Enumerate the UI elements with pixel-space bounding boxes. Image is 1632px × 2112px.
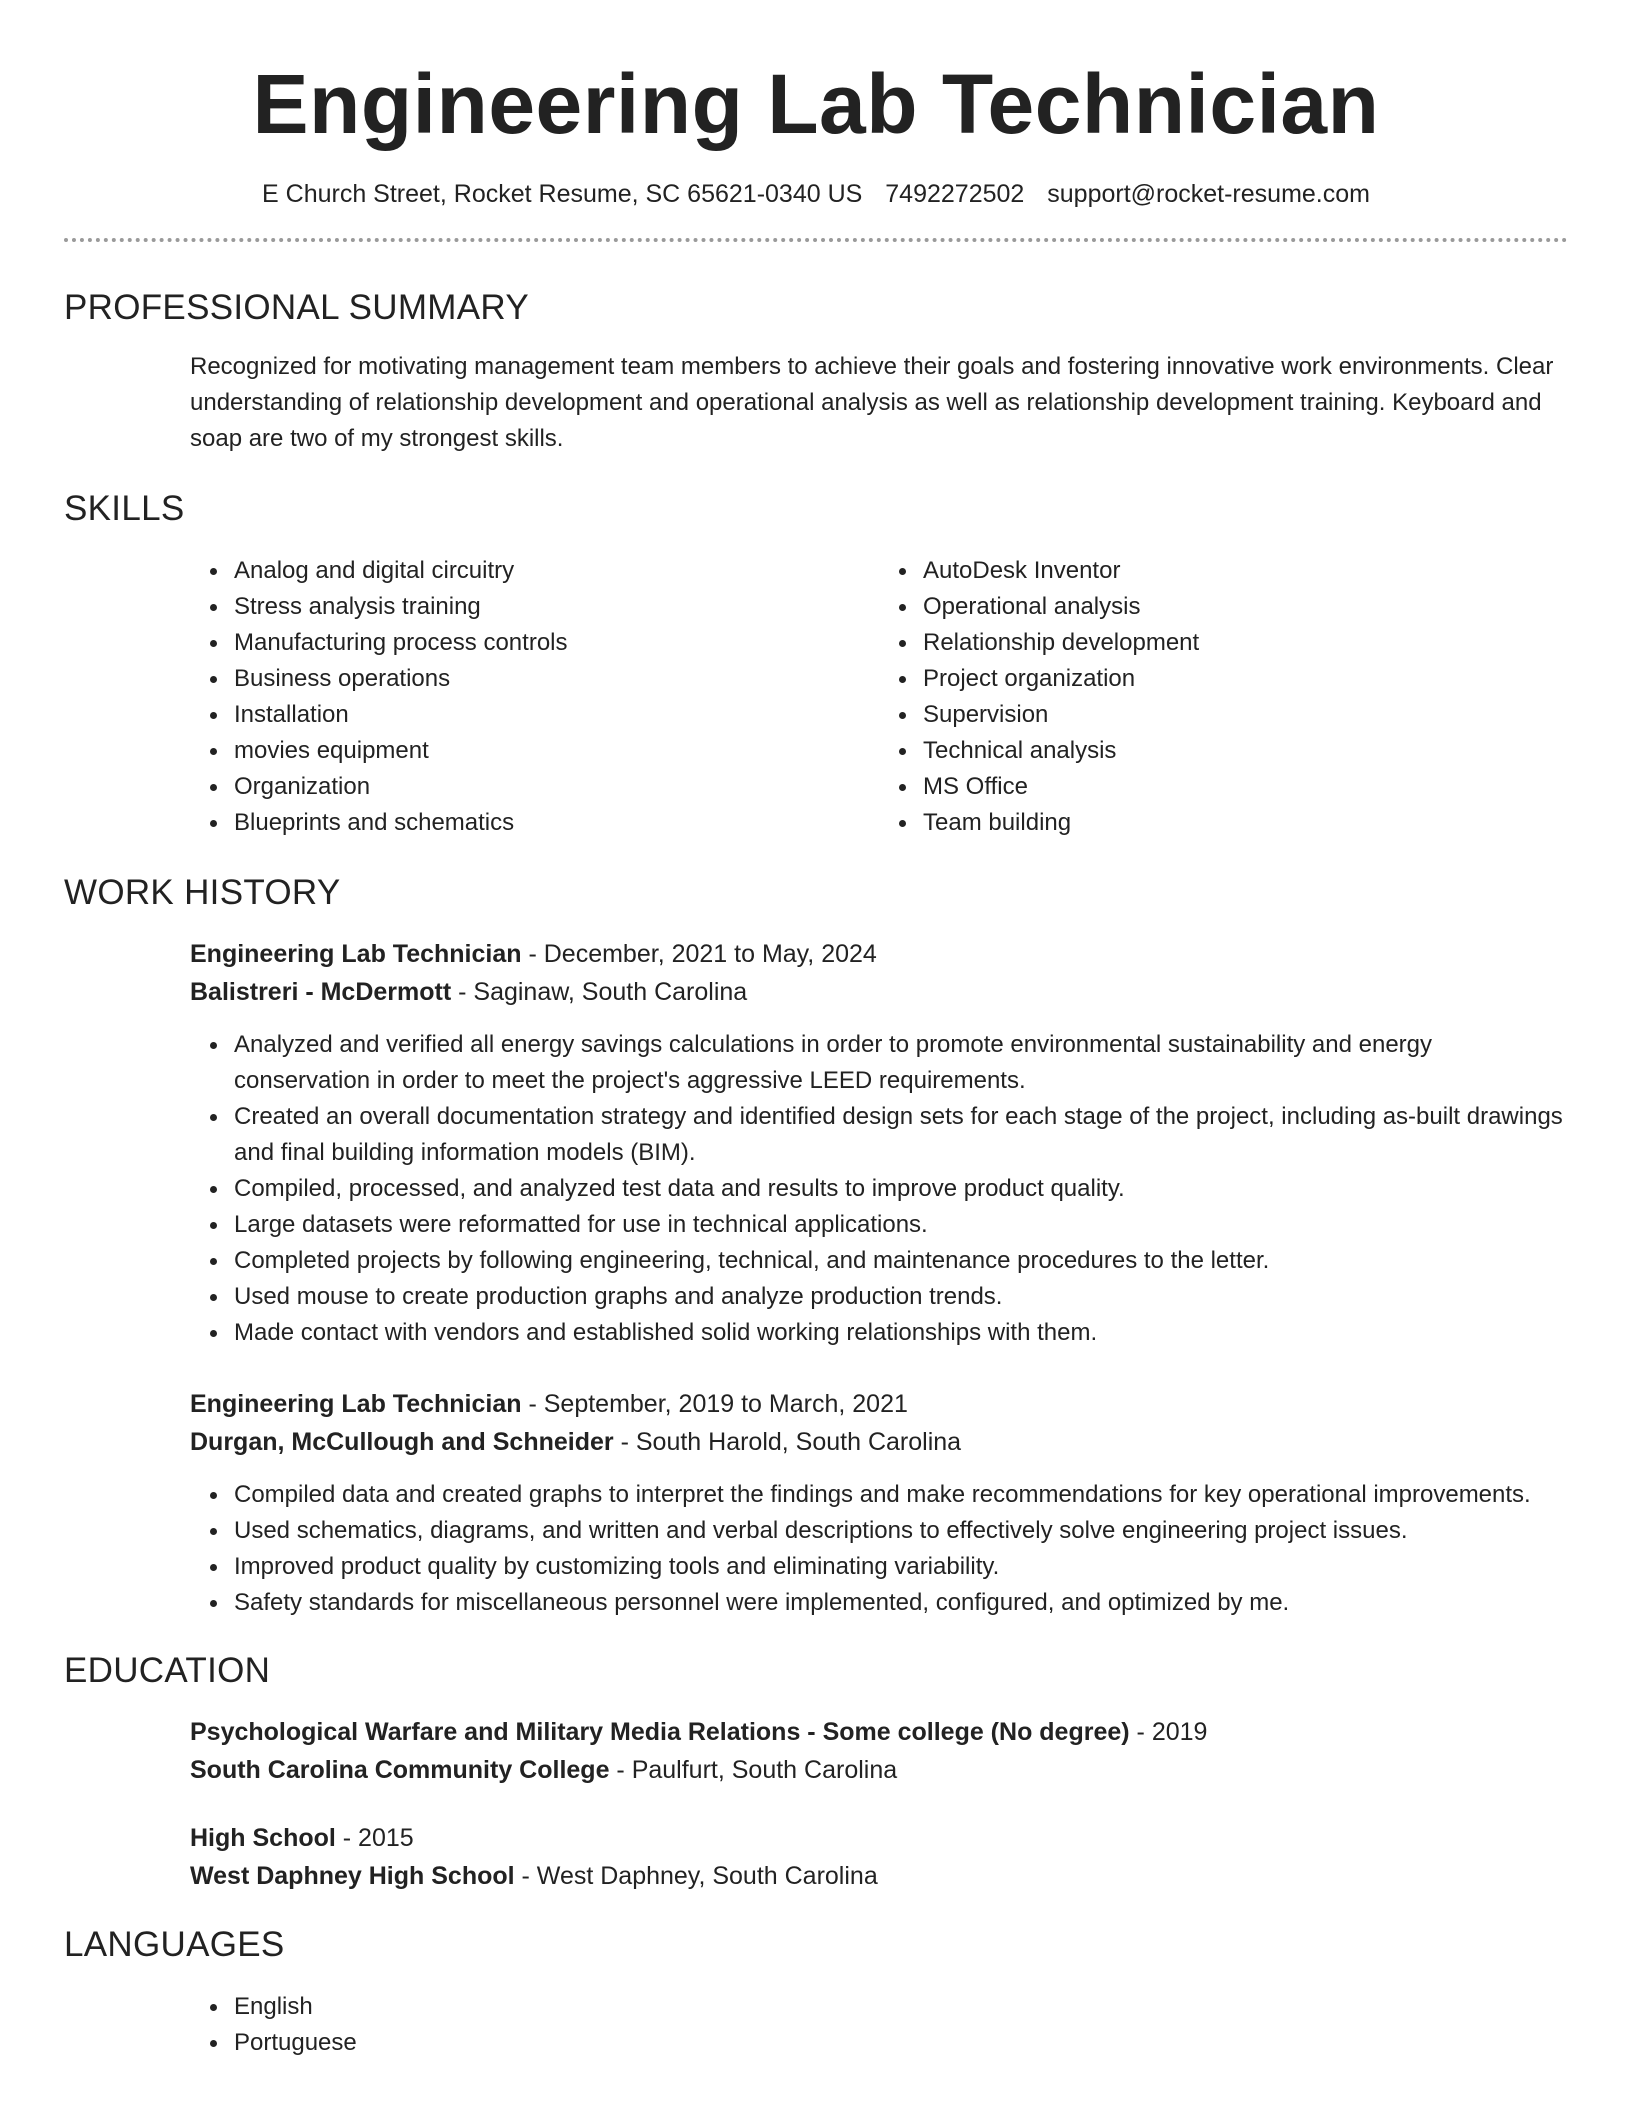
skills-section bbox=[190, 553, 1568, 841]
languages-heading: LANGUAGES bbox=[64, 1925, 285, 1964]
job-bullet: Compiled data and created graphs to interpret the findings and make recommendations for key operational improvements. bbox=[234, 1477, 1568, 1513]
job-role-line: Engineering Lab Technician - September, 2019 to March, 2021 bbox=[190, 1390, 908, 1418]
skill-item: Technical analysis bbox=[923, 733, 1568, 769]
job-bullet: Safety standards for miscellaneous personnel were implemented, configured, and optimized by me. bbox=[234, 1585, 1568, 1621]
job-entry bbox=[190, 935, 1568, 1351]
job-company-line: Balistreri - McDermott - Saginaw, South Carolina bbox=[190, 978, 748, 1006]
skill-item: Relationship development bbox=[923, 625, 1568, 661]
skills-grid bbox=[190, 553, 1568, 841]
contact-email: support@rocket-resume.com bbox=[1047, 180, 1370, 208]
education-location: West Daphney, South Carolina bbox=[536, 1862, 878, 1890]
job-bullet: Used schematics, diagrams, and written and verbal descriptions to effectively solve engineering project issues. bbox=[234, 1513, 1568, 1549]
education-school: South Carolina Community College bbox=[190, 1756, 610, 1784]
education-year: 2019 bbox=[1151, 1718, 1208, 1746]
job-location: Saginaw, South Carolina bbox=[473, 978, 748, 1006]
job-bullet: Used mouse to create production graphs and analyze production trends. bbox=[234, 1279, 1568, 1315]
language-item: English bbox=[234, 1989, 1568, 2025]
education-year: 2015 bbox=[358, 1824, 414, 1852]
job-bullet: Completed projects by following engineering, technical, and maintenance procedures to the letter. bbox=[234, 1243, 1568, 1279]
job-company: Durgan, McCullough and Schneider bbox=[190, 1428, 614, 1456]
skills-right-column bbox=[879, 553, 1568, 841]
skill-item: AutoDesk Inventor bbox=[923, 553, 1568, 589]
contact-line bbox=[64, 178, 1568, 210]
header-divider bbox=[64, 238, 1568, 242]
job-title: Engineering Lab Technician bbox=[190, 940, 522, 968]
education-entry bbox=[190, 1819, 1568, 1895]
skill-item: Organization bbox=[234, 769, 879, 805]
skill-item: Blueprints and schematics bbox=[234, 805, 879, 841]
education-section bbox=[190, 1713, 1568, 1895]
skill-item: MS Office bbox=[923, 769, 1568, 805]
contact-address: E Church Street, Rocket Resume, SC 65621-0340 US bbox=[262, 180, 863, 208]
skill-item: Team building bbox=[923, 805, 1568, 841]
summary-section bbox=[190, 349, 1568, 457]
skill-item: Stress analysis training bbox=[234, 589, 879, 625]
skill-item: Supervision bbox=[923, 697, 1568, 733]
work-history-heading: WORK HISTORY bbox=[64, 873, 341, 912]
job-bullet: Analyzed and verified all energy savings calculations in order to promote environmental sustainability and energy conservation in order to meet the project's aggressive LEED requirements. bbox=[234, 1027, 1568, 1099]
skill-item: Project organization bbox=[923, 661, 1568, 697]
skills-left-column bbox=[190, 553, 879, 841]
summary-text: Recognized for motivating management team members to achieve their goals and fostering innovative work environments. Clear understanding of relationship development and operational analysis as well as relationship development training. Keyboard and soap are two of my strongest skills. bbox=[190, 353, 1554, 452]
education-degree-line: Psychological Warfare and Military Media Relations - Some college (No degree) - 2019 bbox=[190, 1718, 1208, 1746]
summary-heading: PROFESSIONAL SUMMARY bbox=[64, 288, 529, 327]
education-school: West Daphney High School bbox=[190, 1862, 515, 1890]
job-bullet: Improved product quality by customizing tools and eliminating variability. bbox=[234, 1549, 1568, 1585]
languages-list bbox=[190, 1989, 1568, 2061]
job-bullet: Compiled, processed, and analyzed test data and results to improve product quality. bbox=[234, 1171, 1568, 1207]
job-role-line: Engineering Lab Technician - December, 2021 to May, 2024 bbox=[190, 940, 877, 968]
education-school-line: West Daphney High School - West Daphney, South Carolina bbox=[190, 1862, 878, 1890]
resume-page bbox=[64, 0, 1568, 2061]
skill-item: movies equipment bbox=[234, 733, 879, 769]
job-title: Engineering Lab Technician bbox=[190, 1390, 522, 1418]
skill-item: Manufacturing process controls bbox=[234, 625, 879, 661]
skill-item: Operational analysis bbox=[923, 589, 1568, 625]
job-dates: September, 2019 to March, 2021 bbox=[543, 1390, 908, 1418]
skill-item: Analog and digital circuitry bbox=[234, 553, 879, 589]
education-entry bbox=[190, 1713, 1568, 1789]
education-degree: Psychological Warfare and Military Media Relations - Some college (No degree) bbox=[190, 1718, 1130, 1746]
education-heading: EDUCATION bbox=[64, 1651, 271, 1690]
contact-phone: 7492272502 bbox=[885, 180, 1025, 208]
job-company: Balistreri - McDermott bbox=[190, 978, 452, 1006]
work-history-section bbox=[190, 935, 1568, 1621]
job-bullet: Large datasets were reformatted for use in technical applications. bbox=[234, 1207, 1568, 1243]
job-bullets bbox=[190, 1477, 1568, 1621]
skill-item: Business operations bbox=[234, 661, 879, 697]
job-bullets bbox=[190, 1027, 1568, 1351]
languages-section bbox=[190, 1989, 1568, 2061]
candidate-name: Engineering Lab Technician bbox=[252, 57, 1380, 151]
job-entry bbox=[190, 1385, 1568, 1621]
job-location: South Harold, South Carolina bbox=[635, 1428, 962, 1456]
language-item: Portuguese bbox=[234, 2025, 1568, 2061]
skills-heading: SKILLS bbox=[64, 489, 185, 528]
education-school-line: South Carolina Community College - Paulfurt, South Carolina bbox=[190, 1756, 898, 1784]
job-bullet: Made contact with vendors and established solid working relationships with them. bbox=[234, 1315, 1568, 1351]
skill-item: Installation bbox=[234, 697, 879, 733]
job-company-line: Durgan, McCullough and Schneider - South Harold, South Carolina bbox=[190, 1428, 962, 1456]
job-bullet: Created an overall documentation strategy and identified design sets for each stage of the project, including as-built drawings and final building information models (BIM). bbox=[234, 1099, 1568, 1171]
education-location: Paulfurt, South Carolina bbox=[631, 1756, 898, 1784]
education-degree: High School bbox=[190, 1824, 336, 1852]
job-dates: December, 2021 to May, 2024 bbox=[543, 940, 877, 968]
education-degree-line: High School - 2015 bbox=[190, 1824, 414, 1852]
